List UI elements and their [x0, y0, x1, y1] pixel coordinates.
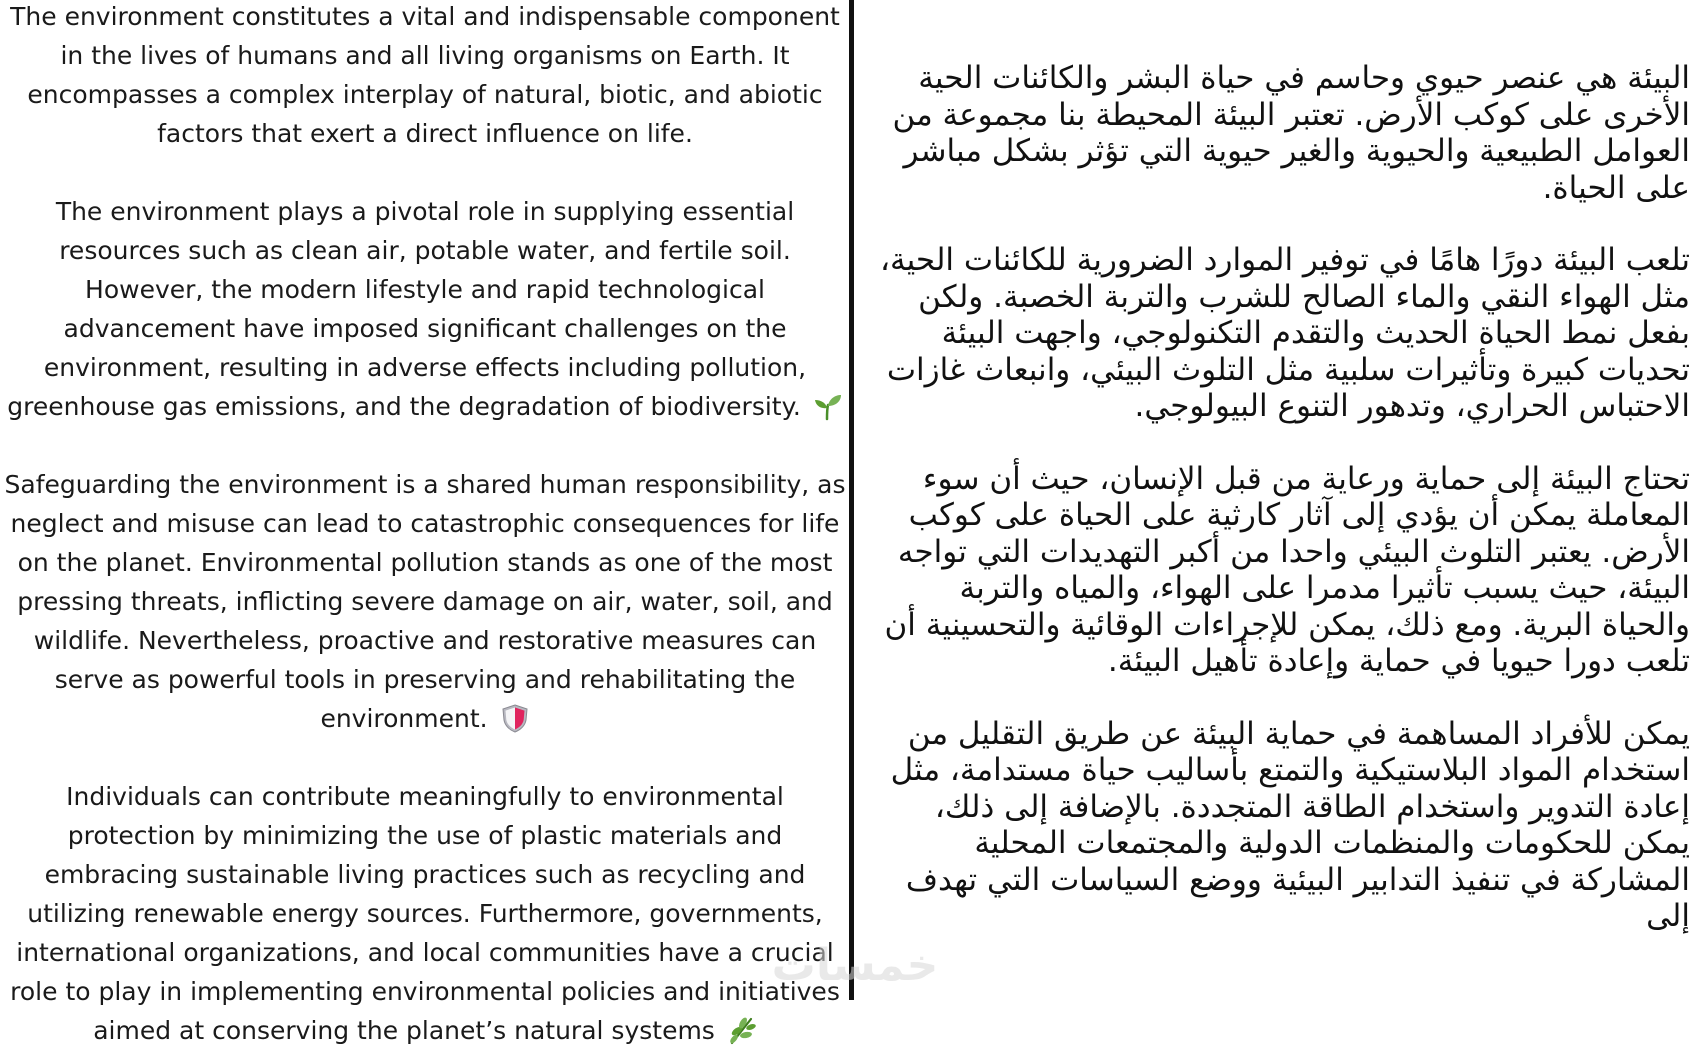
- english-paragraph-3: Safeguarding the environment is a shared human responsibility, as neglect and misuse can lead to catastrophic consequences for life on the planet. Environmental pollution stands as one of the most pressing threats, inflicting severe damage on air, water, soil, and wildlife. Nevertheless, proactive and restorative measures can serve as powerful tools in preserving and rehabilitating the environment.: [4, 470, 846, 733]
- english-paragraph-2: The environment plays a pivotal role in supplying essential resources such as clean air, potable water, and fertile soil. However, the modern lifestyle and rapid technological advancement have imposed significant challenges on the environment, resulting in adverse effects including pollution, greenhouse gas emissions, and the degradation of biodiversity.: [0, 192, 850, 426]
- column-divider: [849, 0, 854, 1000]
- english-paragraph-4: Individuals can contribute meaningfully to environmental protection by minimizing the use of plastic materials and embracing sustainable living practices such as recycling and utilizing renewable energy sources. Furthermore, governments, international organizations, and local communities have a crucial role to play in implementing environmental policies and initiatives aimed at conserving the planet’s natural systems: [10, 782, 840, 1045]
- arabic-paragraph-1: البيئة هي عنصر حيوي وحاسم في حياة البشر والكائنات الحية الأخرى على كوكب الأرض. تعتبر البيئة المحيطة بنا مجموعة من العوامل الطبيعية والحيوية والغير حيوية التي تؤثر بشكل مباشر على الحياة.: [892, 60, 1690, 206]
- arabic-paragraph-4: يمكن للأفراد المساهمة في حماية البيئة عن طريق التقليل من استخدام المواد البلاستيكية والتمتع بأساليب حياة مستدامة، مثل إعادة التدوير واستخدام الطاقة المتجددة. بالإضافة إلى ذلك، يمكن للحكومات والمنظمات الدولية والمجتمعات المحلية المشاركة في تنفيذ التدابير البيئية ووضع السياسات التي تهدف إلى: [890, 715, 1690, 934]
- arabic-column: [858, 60, 1698, 1000]
- shield-icon: [500, 703, 530, 733]
- seedling-icon: [813, 391, 843, 421]
- english-paragraph-1: The environment constitutes a vital and indispensable component in the lives of humans and all living organisms on Earth. It encompasses a complex interplay of natural, biotic, and abiotic factors that exert a direct influence on life.: [10, 2, 840, 148]
- watermark-logo: خمسات: [771, 940, 939, 991]
- arabic-paragraph-3: تحتاج البيئة إلى حماية ورعاية من قبل الإنسان، حيث أن سوء المعاملة يمكن أن يؤدي إلى آثار كارثية على الحياة على كوكب الأرض. يعتبر التلوث البيئي واحدا من أكبر التهديدات التي تواجه البيئة، حيث يسبب تأثيرا مدمرا على الهواء، والمياه والتربة والحياة البرية. ومع ذلك، يمكن للإجراءات الوقائية والتحسينية أن تلعب دورا حيويا في حماية وإعادة تأهيل البيئة.: [884, 460, 1690, 679]
- english-column: [0, 0, 850, 1045]
- arabic-paragraph-2: تلعب البيئة دورًا هامًا في توفير الموارد الضرورية للكائنات الحية، مثل الهواء النقي والماء الصالح للشرب والتربة الخصبة. ولكن بفعل نمط الحياة الحديث والتقدم التكنولوجي، واجهت البيئة تحديات كبيرة وتأثيرات سلبية مثل التلوث البيئي، وانبعاث غازات الاحتباس الحراري، وتدهور التنوع البيولوجي.: [879, 242, 1690, 424]
- herb-icon: [727, 1015, 757, 1045]
